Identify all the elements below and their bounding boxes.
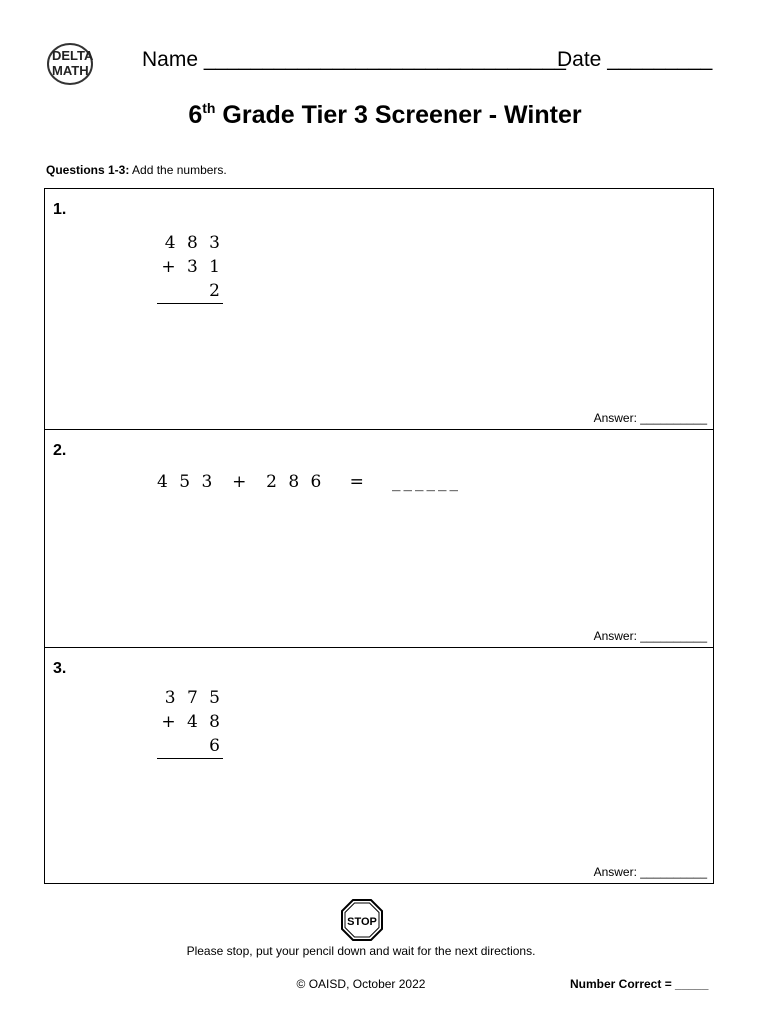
name-field: Name _______________________________ <box>142 48 566 71</box>
question-number: 3. <box>53 660 67 677</box>
addend-bottom: + 4 8 6 <box>157 710 223 759</box>
stop-instructions: Please stop, put your pencil down and wait for the next directions. <box>186 944 536 958</box>
question-number: 2. <box>53 442 67 459</box>
addend-bottom: + 3 1 2 <box>157 255 223 304</box>
date-field: Date _________ <box>557 48 713 71</box>
addend-top: 3 7 5 <box>164 688 223 708</box>
answer-line: Answer: __________ <box>593 865 707 879</box>
svg-text:DELTA: DELTA <box>52 48 94 63</box>
question-number: 1. <box>53 201 67 218</box>
number-correct-field: Number Correct = _____ <box>570 977 709 991</box>
horizontal-equation: 4 5 3 + 2 8 6 = ______ <box>157 472 462 492</box>
svg-text:STOP: STOP <box>347 916 377 928</box>
delta-math-logo <box>44 38 104 86</box>
vertical-addition <box>157 686 223 759</box>
question-2-box <box>44 429 714 648</box>
copyright: © OAISD, October 2022 <box>296 977 426 991</box>
addend-top: 4 8 3 <box>164 233 223 253</box>
page-title: 6th Grade Tier 3 Screener - Winter <box>188 100 582 129</box>
svg-text:MATH: MATH <box>52 63 89 78</box>
answer-line: Answer: __________ <box>593 629 707 643</box>
question-1-box <box>44 188 714 430</box>
instructions: Questions 1-3: Add the numbers. <box>46 163 227 177</box>
vertical-addition <box>157 231 223 304</box>
question-3-box <box>44 647 714 884</box>
answer-line: Answer: __________ <box>593 411 707 425</box>
stop-sign-icon <box>340 898 384 942</box>
